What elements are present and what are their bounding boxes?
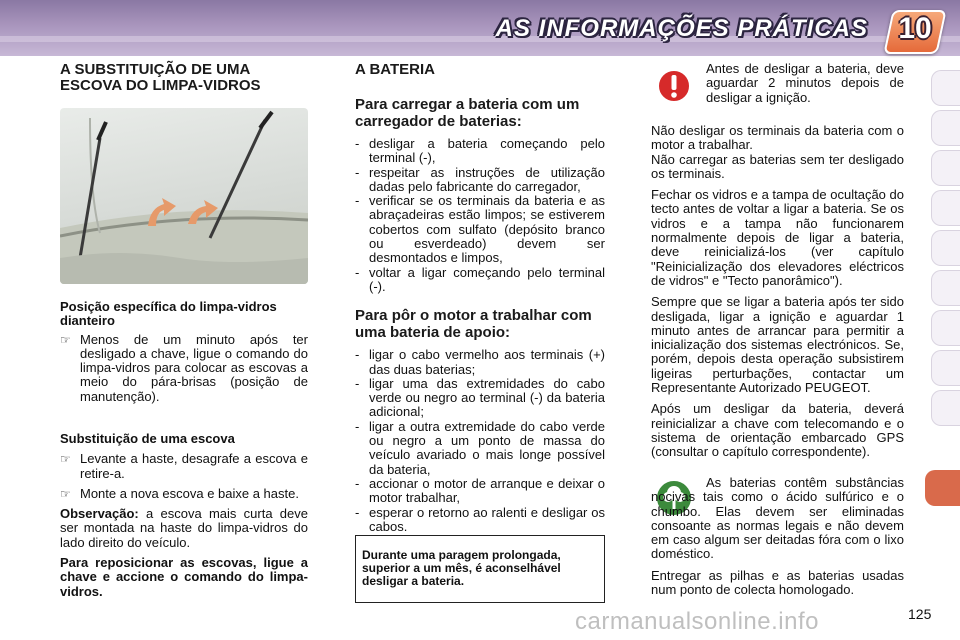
wiper-section-title-block (60, 62, 285, 94)
hand-pointer-icon: ☞ (60, 452, 71, 467)
side-tab[interactable] (931, 350, 960, 386)
observation-label: Observação: (60, 506, 139, 522)
side-tab[interactable] (931, 230, 960, 266)
battery-info-paragraph: Fechar os vidros e a tampa de ocultação do tecto antes de voltar a ligar a bateria. Se os vidros e a tampa não funcionarem normalmente depois de ligar a bateria, deve reinicializá-los (ver capítulo "Reinicialização dos elevadores eléctricos de vidros" e "Tecto panorâmico"). (651, 187, 904, 288)
list-item: - respeitar as instruções de utilização dadas pelo fabricante do carregador, (355, 166, 605, 195)
battery-info-paragraph: Após um desligar da bateria, deverá reinicializar a chave com telecomando e o sistema de orientação embarcado GPS (consultar o capítulo correspondente). (651, 401, 904, 460)
battery-charge-heading: Para carregar a bateria com um carregador de baterias: (355, 96, 580, 130)
windscreen-wiper-photo (60, 108, 308, 284)
side-tab[interactable] (931, 390, 960, 426)
page-number: 125 (908, 606, 932, 622)
wiper-replace-bullet-text: Levante a haste, desagrafe a escova e retire-a. (80, 451, 308, 481)
battery-storage-note-text: Durante uma paragem prolongada, superior a um mês, é aconselhável desligar a bateria. (362, 548, 561, 588)
chapter-header (0, 0, 960, 56)
wiper-position-heading: Posição específica do limpa-vidros dianteiro (60, 299, 277, 329)
wiper-replace-block (60, 432, 308, 599)
side-tab[interactable] (931, 150, 960, 186)
list-item: - accionar o motor de arranque e deixar o motor trabalhar, (355, 477, 605, 506)
wiper-position-bullet (60, 333, 308, 404)
battery-disposal-block (651, 476, 904, 597)
battery-info-paragraph: Não desligar os terminais da bateria com o motor a trabalhar. (651, 123, 904, 153)
battery-warning-text: Antes de desligar a bateria, deve aguardar 2 minutos depois de desligar a ignição. (706, 61, 904, 105)
side-tab[interactable] (931, 190, 960, 226)
side-tab[interactable] (931, 70, 960, 106)
battery-jumpstart-heading: Para pôr o motor a trabalhar com uma bateria de apoio: (355, 307, 592, 342)
list-item: - ligar a outra extremidade do cabo verde ou negro a um ponto de massa do veículo avariado o mais longe possível da bateria, (355, 420, 605, 477)
list-item: - esperar o retorno ao ralenti e desligar os cabos. (355, 506, 605, 535)
battery-jumpstart-steps (355, 348, 605, 534)
wiper-replace-bullet-text: Monte a nova escova e baixe a haste. (80, 485, 299, 501)
list-item: - ligar o cabo vermelho aos terminais (+) das duas baterias; (355, 348, 605, 377)
wiper-position-block (60, 300, 308, 404)
list-item: - verificar se os terminais da bateria e as abraçadeiras estão limpos; se estiverem cobertos com sulfato (depósito branco ou esverdeado) devem ser desmontados e limpos, (355, 194, 605, 265)
battery-info-paragraph: Sempre que se ligar a bateria após ter sido desligada, ligar a ignição e aguardar 1 minuto antes de arrancar para permitir a inicialização dos sistemas electrónicos. Se, porém, depois desta operação subsistirem ligeiras perturbações, contactar um Representante Autorizado PEUGEOT. (651, 294, 904, 396)
wiper-replace-bullet (60, 487, 308, 501)
hand-pointer-icon: ☞ (60, 332, 71, 347)
side-tab-active[interactable] (925, 470, 960, 506)
battery-storage-note (355, 535, 605, 603)
battery-column (355, 62, 605, 534)
battery-info-paragraph: Não carregar as baterias sem ter desligado os terminais. (651, 151, 904, 181)
wiper-replace-heading: Substituição de uma escova (60, 431, 235, 446)
windscreen-wiper-illustration (60, 108, 308, 284)
side-tab[interactable] (931, 310, 960, 346)
watermark: carmanualsonline.info (575, 608, 819, 635)
side-tab[interactable] (931, 270, 960, 306)
observation-text: a escova mais curta deve ser montada na haste do limpa-vidros do lado direito do veículo. (60, 506, 308, 550)
list-item: - desligar a bateria começando pelo terminal (-), (355, 137, 605, 166)
battery-charge-steps (355, 137, 605, 294)
wiper-replace-bullet (60, 452, 308, 481)
chapter-number: 10 (898, 12, 932, 45)
side-tab[interactable] (931, 110, 960, 146)
wiper-reposition-note: Para reposicionar as escovas, ligue a chave e accione o comando do limpa-vidros. (60, 555, 308, 599)
wiper-position-bullet-text: Menos de um minuto após ter desligado a chave, ligue o comando do limpa-vidros para colocar as escovas a meio do pára-brisas (posição de manutenção). (80, 331, 308, 404)
chapter-side-tabs (928, 70, 960, 610)
battery-recycling-text: Entregar as pilhas e as baterias usadas num ponto de colecta homologado. (651, 567, 904, 598)
hand-pointer-icon: ☞ (60, 486, 71, 501)
battery-info-block (651, 124, 904, 460)
chapter-title: AS INFORMAÇÕES PRÁTICAS (495, 15, 868, 42)
battery-disposal-text: As baterias contêm substâncias nocivas tais como o ácido sulfúrico e o chumbo. Elas devem ser eliminadas consoante as normas legais e não devem em caso algum ser deitadas fóra com o lixo doméstico. (651, 475, 904, 562)
battery-section-title: A BATERIA (355, 61, 435, 78)
wiper-observation (60, 507, 308, 550)
wiper-section-title: A SUBSTITUIÇÃO DE UMA ESCOVA DO LIMPA-VIDROS (60, 61, 261, 94)
list-item: - voltar a ligar começando pelo terminal (-). (355, 266, 605, 295)
list-item: - ligar uma das extremidades do cabo verde ou negro ao terminal (-) da bateria adicional; (355, 377, 605, 420)
warning-exclamation-icon (656, 68, 692, 104)
